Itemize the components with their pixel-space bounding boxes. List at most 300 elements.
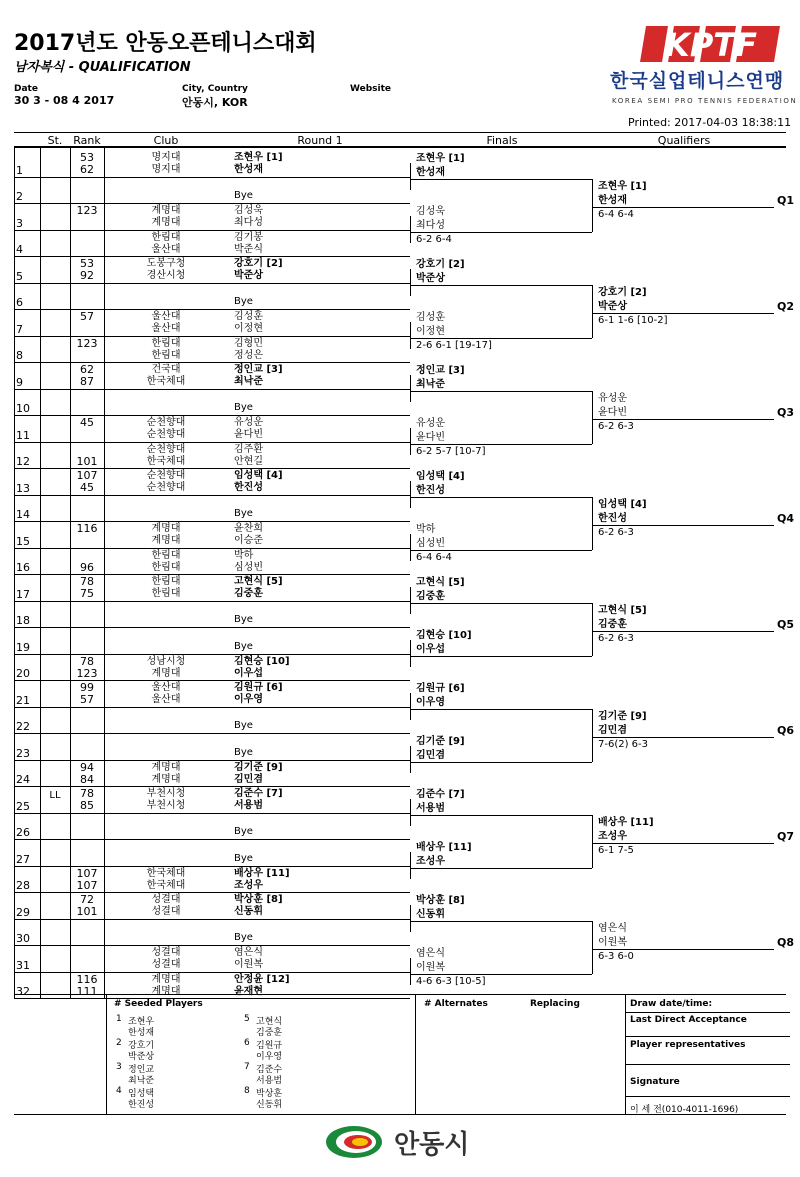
row-divider: [14, 389, 410, 390]
round1-winner-line: [410, 338, 592, 339]
row-divider: [14, 760, 410, 761]
qualifier-line: [592, 737, 774, 738]
round1-winner-partner: 김중훈: [416, 590, 445, 602]
seed-number: 3: [116, 1062, 122, 1072]
seed-number: 8: [244, 1086, 250, 1096]
club-name: 한국체대: [146, 376, 186, 387]
round1-winner: 조현우 [1]: [416, 152, 465, 164]
player-name: 염은식: [234, 947, 263, 958]
col-rank: Rank: [73, 134, 101, 147]
qualifier-partner: 김중훈: [598, 619, 627, 630]
qualifier-name: 고현식 [5]: [598, 605, 647, 616]
club-name: 순천향대: [146, 417, 186, 428]
qualifier-line: [592, 207, 774, 208]
round1-winner-line: [410, 444, 592, 445]
seed-player: 김원규: [256, 1041, 283, 1051]
round1-winner-partner: 한진성: [416, 484, 445, 496]
round1-winner: 김기준 [9]: [416, 735, 465, 747]
row-number: 2: [16, 190, 23, 203]
qualifier-slot-label: Q4: [777, 512, 795, 525]
player-name: 김기준 [9]: [234, 761, 283, 773]
qualifier-partner: 한성재: [598, 195, 627, 206]
seed-number: 5: [244, 1014, 250, 1024]
rank-value: 123: [76, 666, 98, 680]
player-name: 이우영: [234, 694, 263, 705]
seed-player: 임성택: [128, 1089, 155, 1099]
round1-bracket-line: [410, 852, 411, 879]
club-name: 한림대: [151, 549, 181, 561]
row-divider: [14, 892, 410, 893]
rank-value: 116: [76, 972, 98, 986]
round1-bracket-line: [410, 481, 411, 508]
row-number: 6: [16, 296, 23, 309]
club-name: 한림대: [151, 588, 181, 599]
qualifier-slot-label: Q5: [777, 618, 795, 631]
final-score: 6-2 6-3: [598, 527, 634, 538]
row-divider: [14, 813, 410, 814]
row-number: 23: [16, 746, 30, 760]
round1-winner-line: [410, 974, 592, 975]
round1-winner: 고현식 [5]: [416, 576, 465, 588]
round1-bracket-line: [410, 640, 411, 667]
seed-partner: 박준상: [128, 1052, 155, 1062]
row-divider: [14, 415, 410, 416]
row-number: 8: [16, 349, 23, 362]
round1-winner-partner: 한성재: [416, 166, 445, 178]
club-name: 한국체대: [146, 867, 186, 879]
row-number: 5: [16, 269, 23, 283]
player-name: 김현승 [10]: [234, 655, 290, 667]
club-name: 계명대: [151, 217, 181, 228]
club-name: 울산대: [151, 311, 181, 322]
row-divider: [14, 574, 410, 575]
final-bracket-line: [592, 179, 593, 232]
round1-bracket-line: [410, 375, 411, 402]
rank-value: 101: [76, 905, 98, 918]
final-score: 7-6(2) 6-3: [598, 739, 649, 750]
row-divider: [14, 972, 410, 973]
col-club: Club: [153, 134, 179, 147]
round1-winner: 강호기 [2]: [416, 258, 465, 270]
club-name: 계명대: [151, 761, 181, 773]
round1-winner: 유성운: [416, 417, 445, 429]
round1-bracket-line: [410, 693, 411, 720]
round1-winner-partner: 김민겸: [416, 749, 445, 761]
rank-value: 45: [80, 416, 94, 429]
club-name: 부천시청: [146, 800, 186, 811]
round1-winner: 김원규 [6]: [416, 682, 465, 694]
player-name: Bye: [234, 508, 253, 519]
round1-winner-partner: 이원복: [416, 961, 445, 973]
player-name: 배상우 [11]: [234, 867, 290, 879]
row-divider: [14, 786, 410, 787]
player-name: 안현길: [234, 455, 263, 467]
footer-top-rule: [14, 994, 786, 995]
round1-winner-line: [410, 497, 592, 498]
qualifier-line: [592, 949, 774, 950]
row-number: 20: [16, 667, 30, 680]
player-name: 윤찬희: [234, 523, 263, 534]
row-divider: [14, 707, 410, 708]
club-name: 도봉구청: [146, 258, 186, 269]
player-name: 유성운: [234, 417, 263, 428]
club-name: 울산대: [151, 682, 181, 693]
row-number: 27: [16, 852, 30, 866]
row-divider: [14, 919, 410, 920]
club-name: 부천시청: [146, 788, 186, 799]
row-divider: [14, 998, 410, 999]
player-name: Bye: [234, 746, 253, 758]
seed-partner: 한성재: [128, 1028, 155, 1038]
round1-winner-line: [410, 709, 592, 710]
row-number: 3: [16, 216, 23, 230]
kptf-logo: [640, 22, 782, 66]
rank-value: 85: [80, 799, 94, 812]
round1-winner-partner: 이우영: [416, 696, 445, 708]
final-score: 6-1 1-6 [10-2]: [598, 315, 668, 326]
website-label: Website: [350, 84, 392, 94]
qualifier-partner: 윤다빈: [598, 407, 627, 418]
col-qualifiers: Qualifiers: [657, 134, 711, 147]
rank-value: 78: [80, 575, 94, 588]
final-bracket-line: [592, 497, 593, 550]
rank-value: 87: [80, 375, 94, 388]
row-divider: [14, 680, 410, 681]
player-name: 김중훈: [234, 588, 263, 599]
qualifier-name: 배상우 [11]: [598, 817, 654, 828]
rank-value: 62: [80, 163, 94, 176]
round1-winner: 정인교 [3]: [416, 364, 465, 376]
row-number: 7: [16, 322, 23, 336]
round1-bracket-line: [410, 322, 411, 349]
row-number: 26: [16, 826, 30, 839]
rank-value: 107: [76, 469, 98, 482]
date-value: 30 3 - 08 4 2017: [14, 94, 115, 107]
player-name: 김기봉: [234, 231, 263, 243]
round1-bracket-line: [410, 799, 411, 826]
row-divider: [14, 203, 410, 204]
final-bracket-line: [592, 391, 593, 444]
rank-value: 45: [80, 481, 94, 494]
player-name: Bye: [234, 640, 253, 652]
round1-bracket-line: [410, 587, 411, 614]
round1-score: 6-4 6-4: [416, 551, 452, 563]
rank-value: 57: [80, 310, 94, 323]
club-name: 울산대: [151, 323, 181, 334]
round1-winner-line: [410, 921, 592, 922]
player-name: 김준수 [7]: [234, 788, 283, 799]
round1-bracket-line: [410, 534, 411, 561]
date-label: Date: [14, 84, 38, 94]
player-name: 김형민: [234, 337, 263, 349]
qualifier-line: [592, 631, 774, 632]
club-name: 경산시청: [146, 270, 186, 281]
round1-winner-partner: 윤다빈: [416, 431, 445, 443]
rank-value: 123: [76, 336, 98, 350]
seed-partner: 서용범: [256, 1076, 283, 1086]
round1-score: 6-2 5-7 [10-7]: [416, 445, 486, 457]
round1-winner-partner: 최낙준: [416, 378, 445, 390]
rank-value: 99: [80, 681, 94, 694]
round1-winner: 염은식: [416, 947, 445, 959]
row-number: 31: [16, 958, 30, 972]
rank-value: 92: [80, 269, 94, 282]
player-name: 임성택 [4]: [234, 470, 283, 481]
player-name: 윤재현: [234, 985, 263, 997]
table-col-divider: [40, 146, 41, 998]
city-label: City, Country: [182, 84, 248, 94]
club-name: 순천향대: [146, 429, 186, 440]
player-reps-label: Player representatives: [630, 1040, 746, 1050]
row-number: 22: [16, 720, 30, 733]
player-name: 박준식: [234, 243, 263, 255]
final-score: 6-3 6-0: [598, 951, 634, 962]
row-number: 1: [16, 163, 23, 177]
qualifier-name: 강호기 [2]: [598, 287, 647, 298]
player-name: Bye: [234, 720, 253, 731]
round1-winner: 김성훈: [416, 311, 445, 323]
page-title: 2017년도 안동오픈테니스대회: [14, 31, 317, 56]
club-name: 명지대: [151, 164, 181, 175]
seed-number: 7: [244, 1062, 250, 1072]
round1-winner-line: [410, 232, 592, 233]
rank-value: 78: [80, 787, 94, 800]
qualifier-line: [592, 525, 774, 526]
player-name: Bye: [234, 190, 253, 201]
round1-bracket-line: [410, 163, 411, 190]
player-name: 이승준: [234, 535, 263, 546]
seed-player: 조현우: [128, 1017, 155, 1027]
player-name: 박준상: [234, 270, 263, 281]
club-name: 순천향대: [146, 443, 186, 455]
kptf-logo-text: KPTF: [665, 26, 757, 64]
club-name: 울산대: [151, 694, 181, 705]
row-number: 25: [16, 799, 30, 813]
row-number: 9: [16, 375, 23, 389]
seed-player: 강호기: [128, 1041, 155, 1051]
round1-winner-partner: 신동휘: [416, 908, 445, 920]
club-name: 계명대: [151, 535, 181, 546]
qualifier-partner: 김민겸: [598, 725, 627, 736]
qualifier-partner: 한진성: [598, 513, 627, 524]
club-name: 한림대: [151, 576, 181, 587]
final-bracket-line: [592, 709, 593, 762]
club-name: 한국체대: [146, 879, 186, 891]
row-number: 19: [16, 640, 30, 654]
final-score: 6-1 7-5: [598, 845, 634, 856]
row-divider: [14, 442, 410, 443]
player-name: 신동휘: [234, 906, 263, 917]
round1-score: 4-6 6-3 [10-5]: [416, 975, 486, 987]
rank-value: 96: [80, 560, 94, 574]
andong-city-logo-text: 안동시: [394, 1130, 470, 1160]
alternates-title: # Alternates: [424, 999, 488, 1009]
row-number: 18: [16, 614, 30, 627]
club-name: 성결대: [151, 959, 181, 970]
player-name: 박상훈 [8]: [234, 894, 283, 905]
club-name: 명지대: [151, 152, 181, 163]
club-name: 성결대: [151, 906, 181, 917]
row-number: 16: [16, 561, 30, 574]
round1-bracket-line: [410, 269, 411, 296]
seed-partner: 한진성: [128, 1100, 155, 1110]
qualifier-partner: 조성우: [598, 831, 627, 842]
qualifier-slot-label: Q7: [777, 830, 795, 843]
col-st: St.: [47, 134, 63, 147]
row-number: 17: [16, 587, 30, 601]
round1-winner-line: [410, 391, 592, 392]
player-name: 최다성: [234, 217, 263, 228]
row-number: 29: [16, 905, 30, 919]
row-number: 11: [16, 428, 30, 442]
seed-number: 2: [116, 1038, 122, 1048]
round1-winner-line: [410, 550, 592, 551]
player-name: 이정현: [234, 323, 263, 334]
row-number: 4: [16, 243, 23, 256]
row-divider: [14, 945, 410, 946]
rank-value: 107: [76, 866, 98, 880]
seed-player: 정인교: [128, 1065, 155, 1075]
row-number: 32: [16, 985, 30, 998]
qualifier-name: 조현우 [1]: [598, 181, 647, 192]
row-divider: [14, 336, 410, 337]
qualifier-name: 유성운: [598, 393, 627, 404]
round1-winner-partner: 이우섭: [416, 643, 445, 655]
signature-label: Signature: [630, 1077, 680, 1087]
row-divider: [14, 495, 410, 496]
club-name: 계명대: [151, 973, 181, 985]
player-name: 김민겸: [234, 773, 263, 785]
row-divider: [14, 309, 410, 310]
club-name: 한림대: [151, 561, 181, 573]
club-name: 순천향대: [146, 482, 186, 493]
seed-partner: 신동휘: [256, 1100, 283, 1110]
row-number: 30: [16, 932, 30, 945]
qualifier-slot-label: Q2: [777, 300, 795, 313]
round1-winner-partner: 조성우: [416, 855, 445, 867]
player-name: Bye: [234, 296, 253, 307]
qualifier-name: 염은식: [598, 923, 627, 934]
rank-value: 116: [76, 522, 98, 535]
draw-date-label: Draw date/time:: [630, 999, 713, 1009]
status-lucky-loser: LL: [49, 789, 61, 801]
final-score: 6-2 6-3: [598, 421, 634, 432]
club-name: 한림대: [151, 337, 181, 349]
row-number: 13: [16, 481, 30, 495]
player-name: 정성은: [234, 349, 263, 361]
qualifier-name: 김기준 [9]: [598, 711, 647, 722]
player-name: 이원복: [234, 959, 263, 970]
row-divider: [14, 548, 410, 549]
qualifier-slot-label: Q1: [777, 194, 795, 207]
round1-winner: 김성욱: [416, 205, 445, 217]
rank-value: 62: [80, 363, 94, 376]
rank-value: 123: [76, 204, 98, 217]
row-divider: [14, 627, 410, 628]
round1-winner: 배상우 [11]: [416, 841, 472, 853]
player-name: 정인교 [3]: [234, 364, 283, 375]
final-bracket-line: [592, 603, 593, 656]
player-name: 윤다빈: [234, 429, 263, 440]
draw-subtitle: 남자복식 - QUALIFICATION: [14, 60, 191, 75]
row-divider: [14, 521, 410, 522]
round1-winner: 임성택 [4]: [416, 470, 465, 482]
row-divider: [14, 256, 410, 257]
round1-winner: 김현승 [10]: [416, 629, 472, 641]
round1-winner-partner: 서용범: [416, 802, 445, 814]
final-bracket-line: [592, 285, 593, 338]
round1-winner: 박하: [416, 523, 436, 535]
andong-city-logo-icon: [322, 1122, 386, 1162]
player-name: Bye: [234, 852, 253, 864]
round1-score: 2-6 6-1 [19-17]: [416, 339, 492, 351]
seeded-title: # Seeded Players: [114, 999, 203, 1009]
qualifier-slot-label: Q8: [777, 936, 795, 949]
round1-winner-partner: 이정현: [416, 325, 445, 337]
seed-player: 박상훈: [256, 1089, 283, 1099]
round1-winner-line: [410, 179, 592, 180]
row-divider: [14, 654, 410, 655]
row-number: 28: [16, 879, 30, 892]
player-name: Bye: [234, 402, 253, 413]
table-left-edge: [14, 146, 15, 998]
qualifier-line: [592, 843, 774, 844]
player-name: 심성빈: [234, 561, 263, 573]
round1-bracket-line: [410, 746, 411, 773]
round1-winner-partner: 심성빈: [416, 537, 445, 549]
row-divider: [14, 177, 410, 178]
club-name: 울산대: [151, 243, 181, 255]
player-name: 한성재: [234, 164, 263, 175]
club-name: 성결대: [151, 947, 181, 958]
final-score: 6-4 6-4: [598, 209, 634, 220]
row-divider: [14, 230, 410, 231]
seed-number: 1: [116, 1014, 122, 1024]
player-name: 한진성: [234, 482, 263, 493]
round1-winner-line: [410, 762, 592, 763]
row-divider: [14, 362, 410, 363]
club-name: 순천향대: [146, 470, 186, 481]
round1-winner: 김준수 [7]: [416, 788, 465, 800]
city-value: 안동시, KOR: [182, 96, 248, 109]
final-score: 6-2 6-3: [598, 633, 634, 644]
rank-value: 53: [80, 257, 94, 270]
rank-value: 107: [76, 878, 98, 892]
round1-bracket-line: [410, 958, 411, 985]
club-name: 계명대: [151, 667, 181, 679]
round1-winner-partner: 최다성: [416, 219, 445, 231]
seed-player: 김준수: [256, 1065, 283, 1075]
player-name: Bye: [234, 614, 253, 625]
club-name: 한림대: [151, 349, 181, 361]
signature-value: 이 세 전(010-4011-1696): [630, 1105, 739, 1115]
qualifier-line: [592, 313, 774, 314]
row-number: 24: [16, 773, 30, 786]
round1-score: 6-2 6-4: [416, 233, 452, 245]
final-bracket-line: [592, 921, 593, 974]
row-divider: [14, 839, 410, 840]
col-finals: Finals: [486, 134, 518, 147]
club-name: 건국대: [151, 364, 181, 375]
club-name: 계명대: [151, 773, 181, 785]
seed-partner: 이우영: [256, 1052, 283, 1062]
org-name-kr: 한국실업테니스연맹: [610, 70, 785, 92]
row-divider: [14, 733, 410, 734]
player-name: 고현식 [5]: [234, 576, 283, 587]
org-name-en: KOREA SEMI PRO TENNIS FEDERATION: [612, 97, 798, 105]
seed-partner: 최낙준: [128, 1076, 155, 1086]
col-round1: Round 1: [297, 134, 343, 147]
